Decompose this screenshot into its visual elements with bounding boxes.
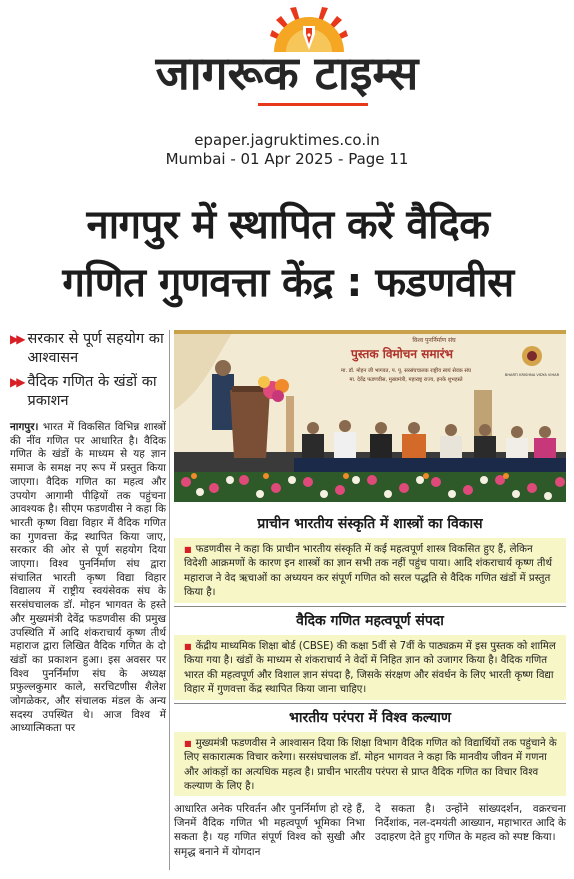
banner-line-2: मा. देवेंद्र फडणवीस, मुख्यमंत्री, महाराष्ट्र राज्य, इनके शुभहस्ते [349, 377, 463, 383]
masthead [0, 0, 574, 128]
article-body-bottom [174, 802, 566, 859]
double-arrow-icon: ▶▶ [10, 375, 23, 389]
section-divider [174, 606, 566, 607]
dateline: नागपुर। [10, 421, 39, 433]
box-heading-2: वैदिक गणित महत्वपूर्ण संपदा [296, 613, 444, 629]
article-body-left [10, 421, 166, 736]
edition-info [0, 131, 574, 169]
event-photo-illustration [174, 330, 566, 502]
info-box-2-text: केंद्रीय माध्यमिक शिक्षा बोर्ड (CBSE) की कक्षा 5वीं से 7वीं के पाठ्यक्रम में इस पुस्तक को शामिल किया गया है। खंडों के माध्यम से शंकराचार्य ने वेदों में निहित ज्ञान को उजागर किया है। वैदिक गणित भारत की महत्वपूर्ण और विशाल ज्ञान संपदा है, जिसके संरक्षण और संवर्धन के लिए भारती कृष्ण विद्या विहार में गुणवत्ता केंद्र स्थापित किया जाना चाहिए। [184, 641, 556, 695]
logo-underline [258, 103, 368, 106]
box-heading-1: प्राचीन भारतीय संस्कृति में शास्त्रों का विकास [257, 516, 483, 532]
banner-line-1: मा. डॉ. मोहन जी भागवत, प. पू. सरसंघचालक राष्ट्रीय स्वयं सेवक संघ [341, 368, 471, 374]
kicker-support [10, 330, 166, 368]
kicker-publication [10, 373, 166, 411]
info-box-3 [174, 732, 566, 796]
info-box-3-text: मुख्यमंत्री फडणवीस ने आश्वासन दिया कि शिक्षा विभाग वैदिक गणित को विद्यार्थियों तक पहुंचाने के लिए सकारात्मक विचार करेगा। सरसंघचालक डॉ. मोहन भागवत ने कहा कि मानवीय जीवन में गणना और आंकड़ों का अत्यधिक महत्व है। प्राचीन भारतीय परंपरा से प्राप्त वैदिक गणित का विचार विश्व कल्याण के लिए है। [184, 738, 557, 792]
box-heading-3: भारतीय परंपरा में विश्व कल्याण [289, 710, 451, 726]
podium [230, 390, 270, 458]
epaper-url[interactable]: epaper.jagruktimes.co.in [194, 131, 380, 149]
headline-line-2: गणित गुणवत्ता केंद्र : फडणवीस [62, 260, 514, 306]
info-box-1 [174, 538, 566, 603]
article-body-left-text: भारत में विकसित विभिन्न शास्त्रों की नींव गणित पर आधारित है। वैदिक गणित के खंडों के माध्यम से यह ज्ञान समाज के समक्ष नए रूप में प्रस्तुत किया जाएगा। वैदिक गणित का महत्व और उपयोग आगामी पीढ़ियों तक पहुंचना आवश्यक है। सीएम फडणवीस ने कहा कि भारती कृष्ण विद्या विहार में वैदिक गणित का गुणवत्ता केंद्र स्थापित किया जाए, सरकार की ओर से पूर्ण सहयोग दिया जाएगा। विश्व पुनर्निर्माण संघ द्वारा संचालित भारती कृष्ण विद्या विहार विद्यालय में राष्ट्रीय स्वयंसेवक संघ के सरसंघचालक डॉ. मोहन भागवत के हस्ते और मुख्यमंत्री देवेंद्र फडणवीस की प्रमुख उपस्थिति में आदि शंकराचार्य कृष्ण तीर्थ महाराज द्वारा लिखित वैदिक गणित के दो खंडों का प्रकाशन हुआ। इस अवसर पर विश्व पुनर्निर्माण संघ के अध्यक्ष प्रफुल्लकुमार काले, सरचिटणीस शैलेश जोगळेकर, और संचालक मंडल के अन्य सदस्य उपस्थित थे। आज विश्व में आध्यात्मिकता पर [10, 421, 166, 735]
dais-table [294, 458, 566, 472]
info-box-1-text: फडणवीस ने कहा कि प्राचीन भारतीय संस्कृति में कई महत्वपूर्ण शास्त्र विकसित हुए हैं, लेकिन विदेशी आक्रमणों के कारण इन शास्त्रों का ज्ञान सभी तक नहीं पहुंच पाया। आदि शंकराचार्य कृष्ण तीर्थ महाराज ने वेद ऋचाओं का अध्ययन कर संपूर्ण गणित को सरल पद्धति से वैदिक गणित खंडों में प्रस्तुत किया है। [184, 544, 552, 598]
bullet-icon: ■ [184, 739, 192, 748]
banner-top-text: विश्व पुनर्निर्माण संघ [412, 337, 456, 344]
banner-title: पुस्तक विमोचन समारंभ [351, 347, 453, 361]
left-column [10, 330, 166, 736]
column-divider [169, 330, 170, 870]
section-divider [174, 703, 566, 704]
headline-line-1: नागपुर में स्थापित करें वैदिक [86, 202, 490, 248]
newspaper-logo-text: जागरूक टाइम्स [155, 46, 419, 100]
institution-logo-caption: BHARTI KRISHNA VIDYA VIHAR [504, 373, 560, 377]
article-headline [10, 196, 566, 312]
double-arrow-icon: ▶▶ [10, 332, 23, 346]
bullet-icon: ■ [184, 545, 192, 554]
article-body-column-1: आधारित अनेक परिवर्तन और पुनर्निर्माण हो रहे हैं, जिनमें वैदिक गणित भी महत्वपूर्ण भूमिका निभा सकता है। यह गणित संपूर्ण विश्व को सुखी और समृद्ध बनाने में योगदान [174, 803, 365, 858]
info-box-2 [174, 635, 566, 700]
kicker-publication-text: वैदिक गणित के खंडों का प्रकाशन [27, 374, 157, 409]
article-body-column-2: दे सकता है। उन्होंने सांख्यदर्शन, वक्ररचना निर्देशांक, नल-दमयंती आख्यान, महाभारत आदि के उदाहरण देते हुए गणित के महत्व को स्पष्ट किया। [375, 803, 566, 844]
bullet-icon: ■ [184, 642, 192, 651]
kicker-support-text: सरकार से पूर्ण सहयोग का आश्वासन [27, 331, 164, 366]
edition-dateline: Mumbai - 01 Apr 2025 - Page 11 [165, 150, 409, 168]
speaker-figure [212, 374, 234, 430]
event-photo [174, 330, 566, 502]
